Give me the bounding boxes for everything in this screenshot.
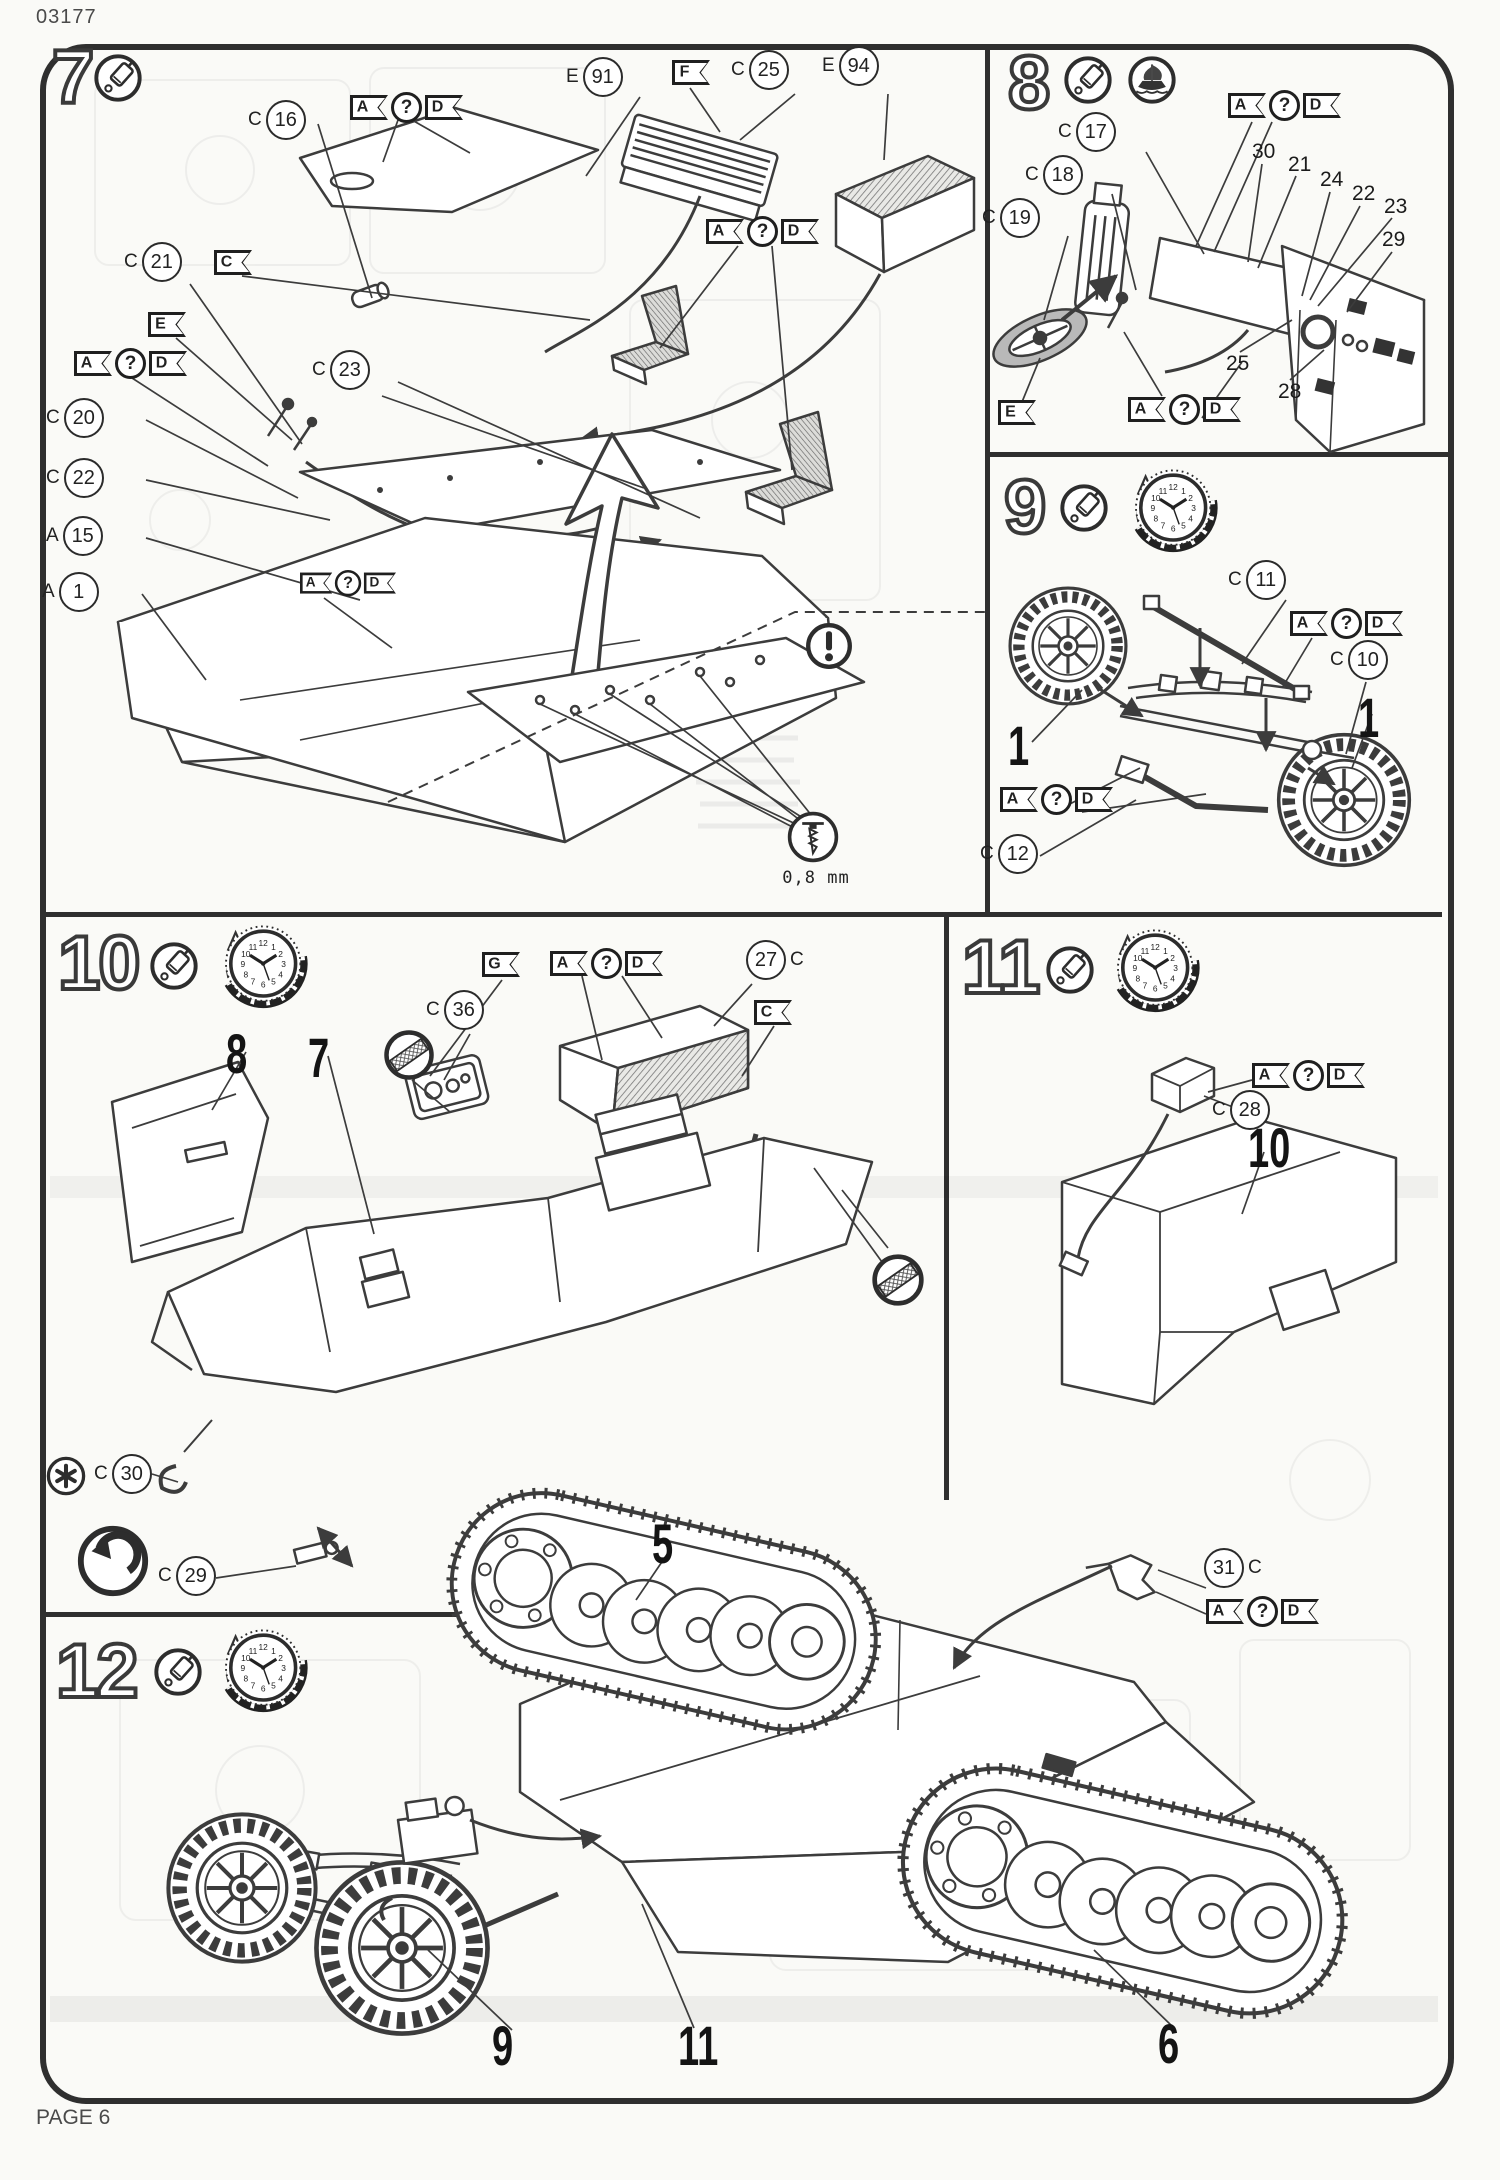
paint-option-flags [1206, 1596, 1319, 1627]
sprue-flag [148, 312, 186, 337]
sprue-flag [672, 60, 710, 85]
assembly-label-9: 9 [492, 2014, 514, 2077]
drying-time-clock-icon [1130, 462, 1226, 558]
question-icon: ? [1247, 1596, 1278, 1627]
flag-d-icon: D [425, 95, 463, 120]
flag-a-icon: A [550, 951, 588, 976]
flag-d-icon: D [1365, 611, 1403, 636]
glue-icon [152, 1646, 204, 1698]
part-callout-e91: E 91 [566, 57, 623, 97]
part-callout-e94: E 94 [822, 46, 879, 86]
part-ref-22: 22 [1352, 182, 1376, 205]
flag-g-icon: G [482, 952, 520, 977]
flag-a-icon: A [1206, 1599, 1244, 1624]
question-icon: ? [1169, 394, 1200, 425]
paint-option-flags [1290, 608, 1403, 639]
flag-a-icon: A [1000, 787, 1038, 812]
part-ref-28: 28 [1278, 380, 1302, 403]
assembly-label-11: 11 [678, 2014, 719, 2077]
drying-time-clock-icon [220, 918, 316, 1014]
flag-d-icon: D [149, 351, 187, 376]
part-ref-21: 21 [1288, 153, 1312, 176]
part-ref-23: 23 [1384, 195, 1408, 218]
flag-d-icon: D [1303, 93, 1341, 118]
step12-number: 12 [56, 1629, 137, 1714]
question-icon: ? [747, 216, 778, 247]
part-callout-c23: C 23 [312, 350, 370, 390]
drying-time-clock-icon [1112, 922, 1208, 1018]
question-icon: ? [1041, 784, 1072, 815]
flag-d-icon: D [1327, 1063, 1365, 1088]
lamp-box-part [1152, 1058, 1214, 1112]
part-callout-c17: C 17 [1058, 112, 1116, 152]
part-callout-c28: C 28 [1212, 1090, 1270, 1130]
step7-number: 7 [52, 35, 93, 120]
flag-e-icon: E [148, 312, 186, 337]
part-callout-c16: C 16 [248, 100, 306, 140]
part-callout-c25: C 25 [731, 50, 789, 90]
paint-option-flags [550, 948, 663, 979]
decal-icon [1126, 54, 1178, 106]
glue-icon [1044, 944, 1096, 996]
flag-d-icon: D [781, 219, 819, 244]
part-callout-c12: C 12 [980, 834, 1038, 874]
flag-e-icon: E [998, 400, 1036, 425]
roughen-surface-icon [382, 1028, 436, 1082]
flag-a-icon: A [706, 219, 744, 244]
part-callout-c20: C 20 [46, 398, 104, 438]
part-callout-31c: C 31 [1204, 1548, 1262, 1588]
flag-a-icon: A [350, 95, 388, 120]
part-callout-a15: A 15 [46, 516, 103, 556]
flag-a-icon: A [74, 351, 112, 376]
flag-d-icon: D [1203, 397, 1241, 422]
assembly-label-6: 6 [1158, 2012, 1180, 2075]
part-callout-c11: C 11 [1228, 560, 1286, 600]
question-icon: ? [115, 348, 146, 379]
glue-icon [148, 940, 200, 992]
drill-size-note: 0,8 mm [782, 868, 850, 888]
assembly-label-10: 10 [1248, 1116, 1291, 1179]
question-icon: ? [1269, 90, 1300, 121]
flag-d-icon: D [1281, 1599, 1319, 1624]
part-callout-c18: C 18 [1025, 155, 1083, 195]
question-icon: ? [335, 570, 361, 596]
part-callout-a1: A 1 [42, 572, 99, 612]
radio-box-part [836, 156, 974, 272]
step9-number: 9 [1004, 465, 1045, 550]
step10-number: 10 [58, 921, 139, 1006]
part-callout-c30: C 30 [94, 1454, 152, 1494]
part-callout-c10: C 10 [1330, 640, 1388, 680]
paint-option-flags [74, 348, 187, 379]
exclamation-icon [803, 620, 855, 672]
assembly-label-7: 7 [308, 1026, 330, 1089]
flag-a-icon: A [1290, 611, 1328, 636]
assembly-label-5: 5 [652, 1512, 674, 1575]
step8-number: 8 [1008, 41, 1049, 126]
assembly-label-8: 8 [226, 1022, 248, 1085]
question-icon: ? [1331, 608, 1362, 639]
paint-option-flags [300, 570, 396, 596]
flag-c-icon: C [754, 1000, 792, 1025]
part-callout-c19: C 19 [982, 198, 1040, 238]
part-ref-24: 24 [1320, 168, 1344, 191]
part-ref-25: 25 [1226, 352, 1250, 375]
paint-option-flags [1228, 90, 1341, 121]
turn-over-icon [74, 1522, 152, 1600]
sprue-flag [482, 952, 520, 977]
drill-bit-icon [786, 810, 840, 864]
paint-option-flags [1128, 394, 1241, 425]
step11-number: 11 [962, 925, 1039, 1010]
part-ref-30: 30 [1252, 140, 1276, 163]
flag-a-icon: A [1228, 93, 1266, 118]
flag-a-icon: A [1252, 1063, 1290, 1088]
part-callout-27c: C 27 [746, 940, 804, 980]
glue-icon [92, 52, 144, 104]
glue-icon [1058, 482, 1110, 534]
sprue-flag [214, 250, 252, 275]
asterisk-icon [44, 1454, 88, 1498]
part-callout-c29: C 29 [158, 1556, 216, 1596]
sprue-flag [754, 1000, 792, 1025]
assembly-label-1: 1 [1008, 714, 1030, 777]
sprue-flag [998, 400, 1036, 425]
part-callout-c36: C 36 [426, 990, 484, 1030]
assembly-label-1: 1 [1358, 686, 1380, 749]
flag-a-icon: A [300, 573, 332, 594]
flag-d-icon: D [364, 573, 396, 594]
step7-drawing [118, 108, 985, 842]
paint-option-flags [1252, 1060, 1365, 1091]
flag-f-icon: F [672, 60, 710, 85]
glue-icon [1062, 54, 1114, 106]
kit-number: 03177 [36, 6, 97, 28]
question-icon: ? [1293, 1060, 1324, 1091]
question-icon: ? [391, 92, 422, 123]
paint-option-flags [706, 216, 819, 247]
flag-d-icon: D [1075, 787, 1113, 812]
page-label: PAGE 6 [36, 2106, 111, 2129]
step10-drawing [112, 1006, 872, 1566]
flag-a-icon: A [1128, 397, 1166, 422]
part-callout-c21: C 21 [124, 242, 182, 282]
roughen-surface-icon [870, 1252, 926, 1308]
part-ref-29: 29 [1382, 228, 1406, 251]
paint-option-flags [350, 92, 463, 123]
part-callout-c22: C 22 [46, 458, 104, 498]
question-icon: ? [591, 948, 622, 979]
flag-c-icon: C [214, 250, 252, 275]
flag-d-icon: D [625, 951, 663, 976]
drying-time-clock-icon [220, 1622, 316, 1718]
paint-option-flags [1000, 784, 1113, 815]
